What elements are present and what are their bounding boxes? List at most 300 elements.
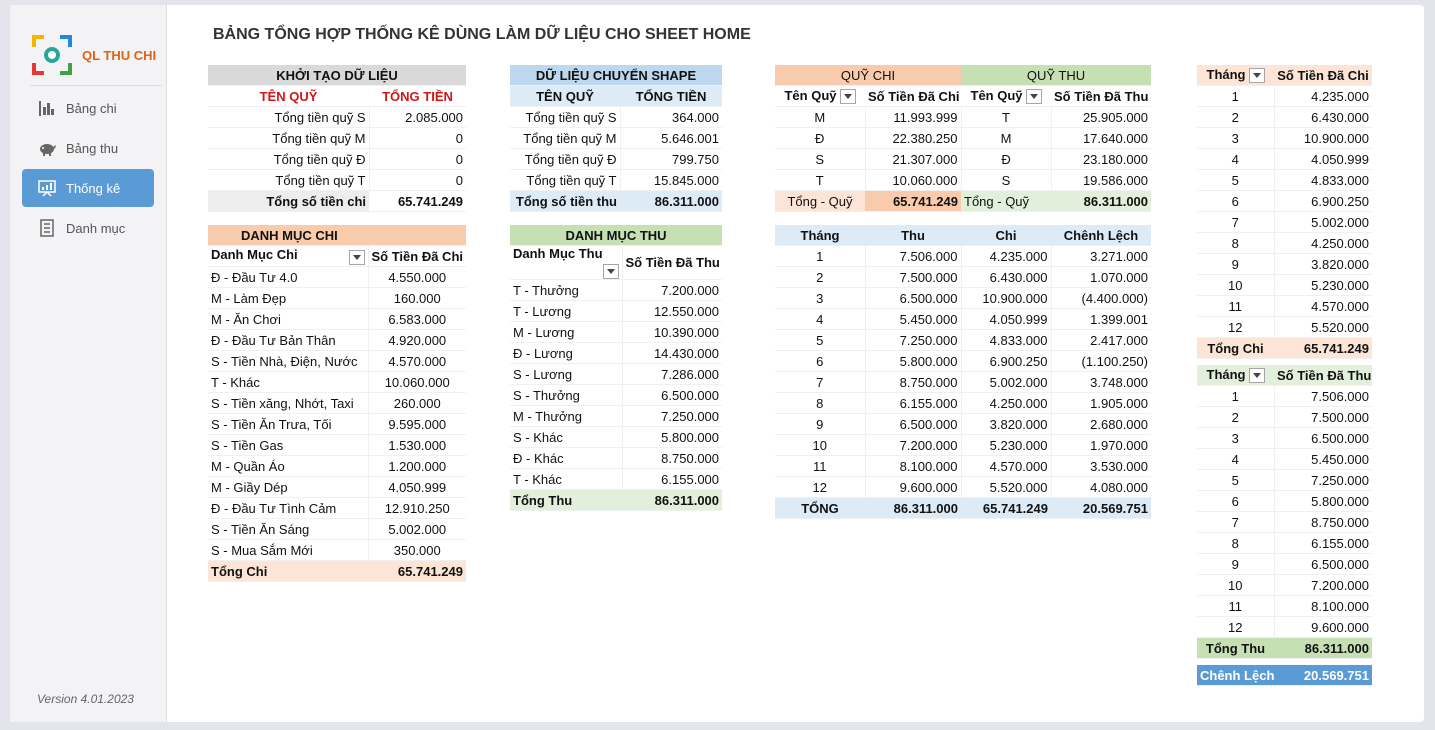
cell: 11 xyxy=(775,456,865,477)
table-row xyxy=(775,372,1151,393)
filter-header[interactable] xyxy=(961,86,1051,107)
table-row xyxy=(775,330,1151,351)
table-row xyxy=(1197,596,1372,617)
sidebar-item-bang-thu[interactable] xyxy=(22,129,154,167)
table-row xyxy=(775,435,1151,456)
cell: 25.905.000 xyxy=(1051,107,1151,128)
cell: 260.000 xyxy=(368,393,466,414)
table-row xyxy=(208,107,466,128)
table-row xyxy=(1197,86,1372,107)
column-header: TỔNG TIỀN xyxy=(369,86,466,107)
cell: 6 xyxy=(1197,191,1274,212)
table-row xyxy=(775,393,1151,414)
table-row xyxy=(510,448,722,469)
cell: 4.550.000 xyxy=(368,267,466,288)
cell: 4.235.000 xyxy=(1274,86,1372,107)
table-row xyxy=(208,477,466,498)
sidebar-item-label: Bảng thu xyxy=(66,140,119,156)
cell: 7 xyxy=(1197,212,1274,233)
table-row xyxy=(775,107,1151,128)
cell: Đ xyxy=(775,128,865,149)
sidebar-item-danh-muc[interactable] xyxy=(22,209,154,247)
cell: Tổng - Quỹ xyxy=(961,191,1051,212)
cell: 7.506.000 xyxy=(1274,386,1372,407)
sidebar-item-thong-ke[interactable] xyxy=(22,169,154,207)
table-row xyxy=(1197,428,1372,449)
filter-dropdown-icon[interactable] xyxy=(840,89,856,104)
cell: 4.050.999 xyxy=(1274,149,1372,170)
presentation-chart-icon xyxy=(38,179,56,197)
table-row xyxy=(1197,554,1372,575)
table-row xyxy=(1197,149,1372,170)
table-row xyxy=(208,435,466,456)
column-header: Số Tiền Đã Chi xyxy=(368,246,466,267)
table-row xyxy=(208,149,466,170)
cell: M - Làm Đẹp xyxy=(208,288,368,309)
cell: S - Tiền Nhà, Điện, Nước xyxy=(208,351,368,372)
cell: (4.400.000) xyxy=(1051,288,1151,309)
cell: 1.070.000 xyxy=(1051,267,1151,288)
cell: 4.570.000 xyxy=(1274,296,1372,317)
cell: 86.311.000 xyxy=(865,498,961,519)
piggy-bank-icon xyxy=(38,139,56,157)
cell: 12.550.000 xyxy=(622,301,722,322)
cell: 2 xyxy=(1197,107,1274,128)
cell: Tổng tiền quỹ S xyxy=(510,107,620,128)
cell: 1 xyxy=(1197,386,1274,407)
cell: 1.530.000 xyxy=(368,435,466,456)
column-header: Số Tiền Đã Chi xyxy=(865,86,961,107)
table-row xyxy=(510,469,722,490)
cell: 10 xyxy=(1197,575,1274,596)
cell: 7 xyxy=(775,372,865,393)
cell: 9 xyxy=(1197,254,1274,275)
filter-header[interactable] xyxy=(1197,365,1274,386)
cell: 12.910.250 xyxy=(368,498,466,519)
cell: 4.570.000 xyxy=(961,456,1051,477)
column-header: Danh Mục Chi xyxy=(211,247,298,262)
filter-dropdown-icon[interactable] xyxy=(603,264,619,279)
table-row xyxy=(775,246,1151,267)
cell: M - Thưởng xyxy=(510,406,622,427)
table-row xyxy=(208,170,466,191)
cell: 6.500.000 xyxy=(865,414,961,435)
filter-dropdown-icon[interactable] xyxy=(1026,89,1042,104)
cell: 1.399.001 xyxy=(1051,309,1151,330)
fund-table xyxy=(775,65,1151,212)
column-header: Thu xyxy=(865,225,961,246)
monthly-summary-table xyxy=(775,225,1151,519)
cell: 5.002.000 xyxy=(1274,212,1372,233)
cell: 11 xyxy=(1197,296,1274,317)
table-row xyxy=(1197,128,1372,149)
cell: 4.250.000 xyxy=(961,393,1051,414)
cell: 3 xyxy=(1197,428,1274,449)
cell: 1.200.000 xyxy=(368,456,466,477)
cell: 6.155.000 xyxy=(622,469,722,490)
cell: 7.200.000 xyxy=(622,280,722,301)
sidebar-item-bang-chi[interactable] xyxy=(22,89,154,127)
cell: 4.920.000 xyxy=(368,330,466,351)
table-row xyxy=(775,170,1151,191)
cell: 1.905.000 xyxy=(1051,393,1151,414)
table-row xyxy=(510,107,722,128)
column-header: Chi xyxy=(961,225,1051,246)
filter-dropdown-icon[interactable] xyxy=(1249,368,1265,383)
table-row xyxy=(208,498,466,519)
cell: 65.741.249 xyxy=(369,191,466,212)
table-row xyxy=(1197,533,1372,554)
cell: 12 xyxy=(1197,617,1274,638)
cell: 8.750.000 xyxy=(1274,512,1372,533)
cell: T - Khác xyxy=(208,372,368,393)
cell: 10.060.000 xyxy=(368,372,466,393)
cell: 8 xyxy=(775,393,865,414)
cell: 3.820.000 xyxy=(1274,254,1372,275)
cell: 3.271.000 xyxy=(1051,246,1151,267)
cell: 7.506.000 xyxy=(865,246,961,267)
sidebar-item-label: Danh mục xyxy=(66,220,126,236)
cell: 5.230.000 xyxy=(1274,275,1372,296)
cell: 6.900.250 xyxy=(1274,191,1372,212)
cell: 7.250.000 xyxy=(1274,470,1372,491)
sidebar-item-label: Thống kê xyxy=(66,180,121,196)
cell: 5.520.000 xyxy=(1274,317,1372,338)
cell: 5.230.000 xyxy=(961,435,1051,456)
cell: 0 xyxy=(369,149,466,170)
cell: 6.583.000 xyxy=(368,309,466,330)
cell: M - Giầy Dép xyxy=(208,477,368,498)
filter-header[interactable] xyxy=(775,86,865,107)
filter-dropdown-icon[interactable] xyxy=(349,250,365,265)
cell: Đ xyxy=(961,149,1051,170)
cell: 4.250.000 xyxy=(1274,233,1372,254)
cell: 5.002.000 xyxy=(961,372,1051,393)
table-row xyxy=(775,456,1151,477)
cell: 6.500.000 xyxy=(1274,428,1372,449)
table-row xyxy=(208,128,466,149)
cell: 7.286.000 xyxy=(622,364,722,385)
cell: 65.741.249 xyxy=(961,498,1051,519)
cell: 10 xyxy=(1197,275,1274,296)
cell: 8.750.000 xyxy=(622,448,722,469)
cell: 6.155.000 xyxy=(1274,533,1372,554)
table-row xyxy=(775,309,1151,330)
cell: 8.750.000 xyxy=(865,372,961,393)
cell: 2.680.000 xyxy=(1051,414,1151,435)
table-row xyxy=(1197,449,1372,470)
cell: 1.970.000 xyxy=(1051,435,1151,456)
cell: 2 xyxy=(775,267,865,288)
total-row xyxy=(775,498,1151,519)
cell: 9.595.000 xyxy=(368,414,466,435)
column-header: Số Tiền Đã Thu xyxy=(1274,365,1372,386)
table-row xyxy=(510,364,722,385)
column-header: Tên Quỹ xyxy=(970,87,1023,103)
column-header: Số Tiền Đã Thu xyxy=(622,246,722,280)
cell: 12 xyxy=(1197,317,1274,338)
table-title: QUỸ CHI xyxy=(775,65,961,86)
cell: 350.000 xyxy=(368,540,466,561)
column-header: Số Tiền Đã Chi xyxy=(1274,65,1372,86)
table-row xyxy=(510,149,722,170)
cell: 65.741.249 xyxy=(1274,338,1372,359)
cell: Tổng tiền quỹ Đ xyxy=(208,149,369,170)
cell: 11 xyxy=(1197,596,1274,617)
cell: S - Thưởng xyxy=(510,385,622,406)
version-label: Version 4.01.2023 xyxy=(37,692,134,706)
column-header: Chênh Lệch xyxy=(1051,225,1151,246)
cell: 86.311.000 xyxy=(1051,191,1151,212)
cell: 6 xyxy=(1197,491,1274,512)
column-header: Tháng xyxy=(775,225,865,246)
cell: 3.748.000 xyxy=(1051,372,1151,393)
init-data-table xyxy=(208,65,466,212)
sidebar xyxy=(10,5,167,722)
column-header: TỔNG TIỀN xyxy=(620,86,722,107)
cell: Đ - Khác xyxy=(510,448,622,469)
difference-value: 20.569.751 xyxy=(1287,665,1372,686)
column-header: Tên Quỹ xyxy=(784,87,837,103)
cell: 4 xyxy=(1197,449,1274,470)
cell: Tổng tiền quỹ M xyxy=(510,128,620,149)
cell: 10 xyxy=(775,435,865,456)
cell: 2.417.000 xyxy=(1051,330,1151,351)
difference-label: Chênh Lệch xyxy=(1197,665,1287,686)
cell: 6.430.000 xyxy=(1274,107,1372,128)
filter-header[interactable] xyxy=(1197,65,1274,86)
cell: Tổng tiền quỹ S xyxy=(208,107,369,128)
cell: Tổng tiền quỹ T xyxy=(208,170,369,191)
total-row xyxy=(1197,338,1372,359)
cell: Tổng Thu xyxy=(1197,638,1274,659)
cell: 5.450.000 xyxy=(1274,449,1372,470)
cell: S xyxy=(775,149,865,170)
cell: 3.530.000 xyxy=(1051,456,1151,477)
cell: 7.250.000 xyxy=(622,406,722,427)
table-row xyxy=(1197,491,1372,512)
app-name: QL THU CHI xyxy=(82,48,157,63)
column-header: Danh Mục Thu xyxy=(513,246,603,261)
cell: Đ - Đầu Tư Tình Cảm xyxy=(208,498,368,519)
cell: Tổng - Quỹ xyxy=(775,191,865,212)
table-row xyxy=(510,280,722,301)
cell: 8 xyxy=(1197,233,1274,254)
table-row xyxy=(510,343,722,364)
table-row xyxy=(510,427,722,448)
cell: 6.430.000 xyxy=(961,267,1051,288)
cell: 7.200.000 xyxy=(865,435,961,456)
table-row xyxy=(208,393,466,414)
cell: 3.820.000 xyxy=(961,414,1051,435)
cell: S - Tiền Ăn Sáng xyxy=(208,519,368,540)
table-row xyxy=(208,267,466,288)
table-row xyxy=(1197,386,1372,407)
table-row xyxy=(208,309,466,330)
cell: 17.640.000 xyxy=(1051,128,1151,149)
cell: 9 xyxy=(775,414,865,435)
cell: 8.100.000 xyxy=(1274,596,1372,617)
table-row xyxy=(510,301,722,322)
cell: TỔNG xyxy=(775,498,865,519)
cell: Tổng tiền quỹ M xyxy=(208,128,369,149)
table-row xyxy=(1197,275,1372,296)
total-row xyxy=(510,490,722,511)
table-row xyxy=(1197,317,1372,338)
table-row xyxy=(775,267,1151,288)
table-row xyxy=(1197,254,1372,275)
cell: 160.000 xyxy=(368,288,466,309)
checklist-icon xyxy=(38,219,56,237)
cell: 6.500.000 xyxy=(622,385,722,406)
table-row xyxy=(775,128,1151,149)
table-row xyxy=(208,372,466,393)
cell: 7.200.000 xyxy=(1274,575,1372,596)
table-row xyxy=(1197,512,1372,533)
income-category-table xyxy=(510,225,722,511)
cell: 6.500.000 xyxy=(1274,554,1372,575)
cell: 14.430.000 xyxy=(622,343,722,364)
table-row xyxy=(510,128,722,149)
app-logo-icon xyxy=(32,35,72,75)
cell: 5.002.000 xyxy=(368,519,466,540)
cell: M xyxy=(961,128,1051,149)
cell: 5.646.001 xyxy=(620,128,722,149)
cell: Tổng tiền quỹ T xyxy=(510,170,620,191)
cell: 86.311.000 xyxy=(620,191,722,212)
cell: S - Mua Sắm Mới xyxy=(208,540,368,561)
cell: 6 xyxy=(775,351,865,372)
cell: 0 xyxy=(369,128,466,149)
cell: T - Thưởng xyxy=(510,280,622,301)
table-row xyxy=(775,351,1151,372)
table-row xyxy=(1197,191,1372,212)
cell: 7.500.000 xyxy=(865,267,961,288)
cell: 4.235.000 xyxy=(961,246,1051,267)
table-row xyxy=(208,288,466,309)
table-row xyxy=(510,322,722,343)
difference-summary xyxy=(1197,665,1372,686)
filter-header[interactable] xyxy=(208,246,368,267)
cell: 7.250.000 xyxy=(865,330,961,351)
table-row xyxy=(208,456,466,477)
table-row xyxy=(510,170,722,191)
page-title: BẢNG TỔNG HỢP THỐNG KÊ DÙNG LÀM DỮ LIỆU CHO SHEET HOME xyxy=(213,26,751,43)
cell: Tổng Chi xyxy=(1197,338,1274,359)
table-row xyxy=(1197,212,1372,233)
column-header: Tháng xyxy=(1206,366,1246,382)
cell: 6.900.250 xyxy=(961,351,1051,372)
cell: 5.800.000 xyxy=(622,427,722,448)
table-row xyxy=(775,288,1151,309)
cell: 4 xyxy=(775,309,865,330)
total-row xyxy=(208,561,466,582)
cell: 2.085.000 xyxy=(369,107,466,128)
table-row xyxy=(208,351,466,372)
cell: Đ - Đầu Tư Bản Thân xyxy=(208,330,368,351)
cell: 10.390.000 xyxy=(622,322,722,343)
cell: 1 xyxy=(775,246,865,267)
cell: 2 xyxy=(1197,407,1274,428)
cell: 7.500.000 xyxy=(1274,407,1372,428)
cell: 6.500.000 xyxy=(865,288,961,309)
cell: 5.450.000 xyxy=(865,309,961,330)
cell: 10.900.000 xyxy=(1274,128,1372,149)
cell: T xyxy=(775,170,865,191)
table-title: DỮ LIỆU CHUYỂN SHAPE xyxy=(510,65,722,86)
cell: Tổng Thu xyxy=(510,490,622,511)
cell: 4.080.000 xyxy=(1051,477,1151,498)
cell: S - Khác xyxy=(510,427,622,448)
cell: 3 xyxy=(1197,128,1274,149)
table-row xyxy=(1197,296,1372,317)
table-row xyxy=(1197,107,1372,128)
cell: 5.800.000 xyxy=(1274,491,1372,512)
total-row xyxy=(775,191,1151,212)
table-row xyxy=(1197,470,1372,491)
cell: T - Lương xyxy=(510,301,622,322)
cell: 799.750 xyxy=(620,149,722,170)
cell: Đ - Lương xyxy=(510,343,622,364)
total-row xyxy=(208,191,466,212)
cell: Tổng số tiền thu xyxy=(510,191,620,212)
cell: 10.900.000 xyxy=(961,288,1051,309)
total-row xyxy=(510,191,722,212)
cell: 4.050.999 xyxy=(961,309,1051,330)
table-row xyxy=(208,540,466,561)
table-row xyxy=(510,385,722,406)
table-row xyxy=(1197,170,1372,191)
cell: Đ - Đầu Tư 4.0 xyxy=(208,267,368,288)
cell: 4 xyxy=(1197,149,1274,170)
table-row xyxy=(208,519,466,540)
cell: 15.845.000 xyxy=(620,170,722,191)
cell: M - Ăn Chơi xyxy=(208,309,368,330)
cell: 3 xyxy=(775,288,865,309)
cell: 7 xyxy=(1197,512,1274,533)
monthly-income-table xyxy=(1197,365,1372,659)
column-header: TÊN QUỸ xyxy=(208,86,369,107)
filter-dropdown-icon[interactable] xyxy=(1249,68,1265,83)
cell: T - Khác xyxy=(510,469,622,490)
table-title: DANH MỤC CHI xyxy=(208,225,466,246)
cell: 4.570.000 xyxy=(368,351,466,372)
cell: 0 xyxy=(369,170,466,191)
cell: 9.600.000 xyxy=(1274,617,1372,638)
cell: M - Lương xyxy=(510,322,622,343)
table-row xyxy=(1197,233,1372,254)
sidebar-divider xyxy=(30,85,162,86)
table-row xyxy=(775,414,1151,435)
cell: 21.307.000 xyxy=(865,149,961,170)
monthly-expense-table xyxy=(1197,65,1372,359)
column-header: Tháng xyxy=(1206,66,1246,82)
cell: Tổng tiền quỹ Đ xyxy=(510,149,620,170)
table-row xyxy=(775,477,1151,498)
cell: 86.311.000 xyxy=(622,490,722,511)
sidebar-item-label: Bảng chi xyxy=(66,100,117,116)
column-header: Số Tiền Đã Thu xyxy=(1051,86,1151,107)
cell: 364.000 xyxy=(620,107,722,128)
filter-header[interactable] xyxy=(510,246,622,280)
cell: 5.800.000 xyxy=(865,351,961,372)
cell: Tổng Chi xyxy=(208,561,368,582)
cell: 9.600.000 xyxy=(865,477,961,498)
cell: S xyxy=(961,170,1051,191)
table-row xyxy=(775,149,1151,170)
cell: 22.380.250 xyxy=(865,128,961,149)
table-title: QUỸ THU xyxy=(961,65,1151,86)
